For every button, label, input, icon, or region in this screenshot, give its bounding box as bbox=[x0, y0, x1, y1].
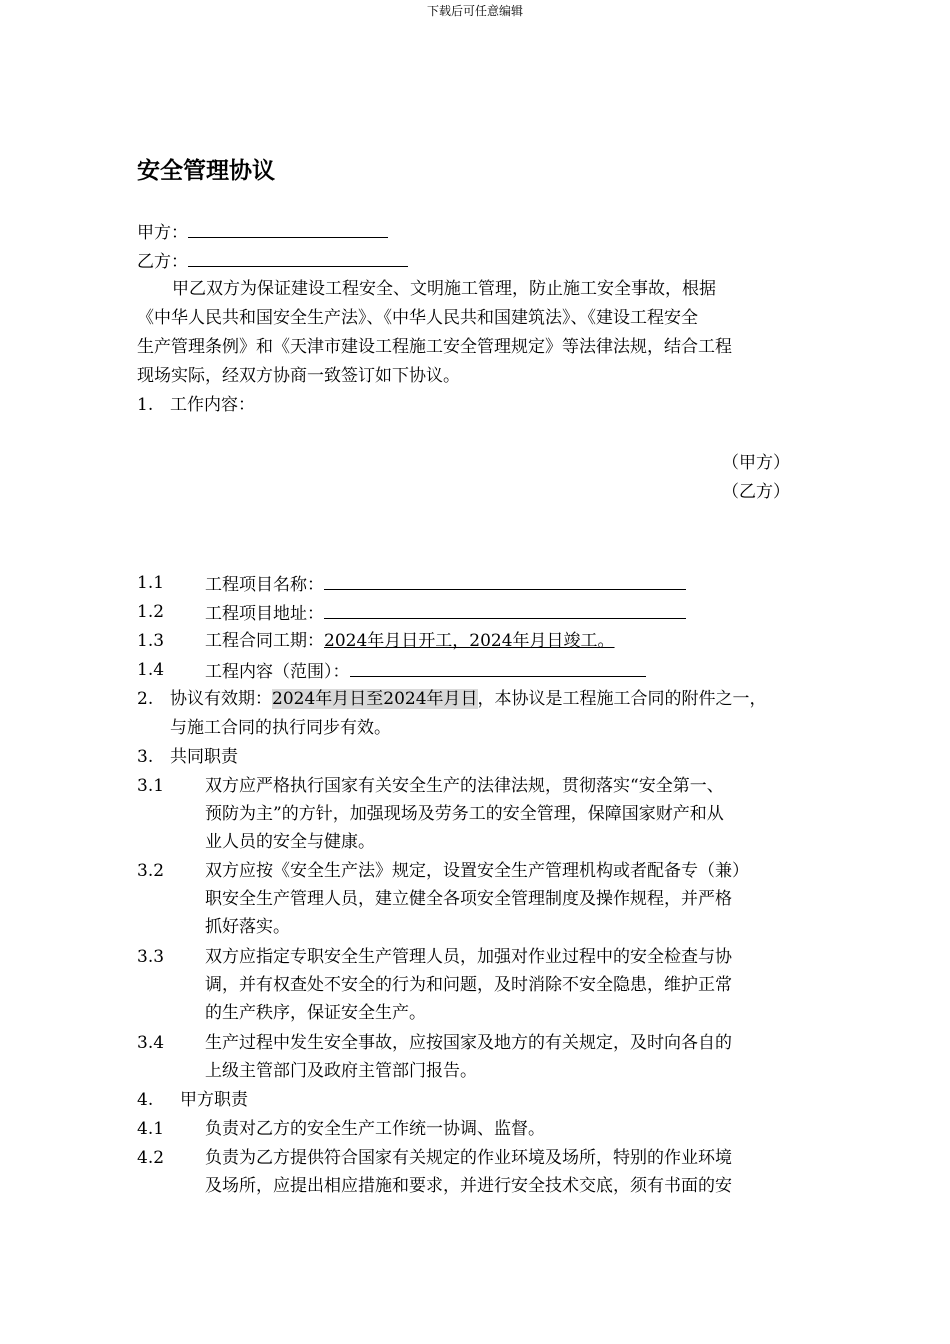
section-3-2-line-3: 抓好落实。 bbox=[205, 917, 290, 937]
intro-line-4: 现场实际，经双方协商一致签订如下协议。 bbox=[137, 366, 460, 386]
section-4-2-line-2: 及场所，应提出相应措施和要求，并进行安全技术交底，须有书面的安 bbox=[205, 1176, 732, 1196]
party-a-line bbox=[137, 219, 388, 245]
project-name-label: 工程项目名称： bbox=[205, 575, 324, 595]
section-3-2-num: 3.2 bbox=[137, 861, 165, 881]
section-4-num: 4. bbox=[137, 1090, 154, 1110]
section-1-3-num: 1.3 bbox=[137, 631, 165, 651]
intro-line-3: 生产管理条例》和《天津市建设工程施工安全管理规定》等法律法规，结合工程 bbox=[137, 337, 732, 357]
side-party-a: （甲方） bbox=[722, 453, 790, 473]
section-2-num: 2. bbox=[137, 689, 154, 709]
party-a-blank bbox=[188, 219, 388, 238]
contract-period-label: 工程合同工期： bbox=[205, 631, 324, 651]
side-party-b: （乙方） bbox=[722, 482, 790, 502]
project-name-blank bbox=[324, 571, 686, 590]
section-1-1-line bbox=[205, 571, 686, 597]
section-3-3-num: 3.3 bbox=[137, 947, 165, 967]
section-4-1-line-1: 负责对乙方的安全生产工作统一协调、监督。 bbox=[205, 1119, 545, 1139]
section-1-num: 1. bbox=[137, 395, 154, 415]
section-3-1-line-2: 预防为主”的方针，加强现场及劳务工的安全管理，保障国家财产和从 bbox=[205, 804, 724, 824]
section-3-title: 共同职责 bbox=[170, 747, 238, 767]
project-address-blank bbox=[324, 600, 686, 619]
section-1-1-num: 1.1 bbox=[137, 573, 165, 593]
section-3-1-line-3: 业人员的安全与健康。 bbox=[205, 832, 375, 852]
project-address-label: 工程项目地址： bbox=[205, 604, 324, 624]
page-header: 下载后可任意编辑 bbox=[426, 4, 523, 18]
work-scope-blank bbox=[350, 658, 646, 677]
section-1-2-line bbox=[205, 600, 686, 626]
party-b-line bbox=[137, 248, 408, 274]
section-3-4-num: 3.4 bbox=[137, 1033, 165, 1053]
validity-label: 协议有效期： bbox=[170, 689, 272, 709]
section-2-line-1 bbox=[170, 687, 767, 711]
section-4-1-num: 4.1 bbox=[137, 1119, 165, 1139]
section-2-line-2: 与施工合同的执行同步有效。 bbox=[170, 718, 391, 738]
section-3-2-line-2: 职安全生产管理人员，建立健全各项安全管理制度及操作规程，并严格 bbox=[205, 889, 732, 909]
party-b-blank bbox=[188, 248, 408, 267]
work-scope-label: 工程内容（范围）： bbox=[205, 662, 350, 682]
section-3-1-num: 3.1 bbox=[137, 776, 165, 796]
document-title: 安全管理协议 bbox=[137, 158, 275, 184]
section-3-num: 3. bbox=[137, 747, 154, 767]
section-3-1-line-1: 双方应严格执行国家有关安全生产的法律法规，贯彻落实“安全第一、 bbox=[205, 776, 724, 796]
section-4-2-num: 4.2 bbox=[137, 1148, 165, 1168]
intro-line-1: 甲乙双方为保证建设工程安全、文明施工管理，防止施工安全事故，根据 bbox=[172, 279, 716, 299]
section-3-3-line-2: 调，并有权查处不安全的行为和问题，及时消除不安全隐患，维护正常 bbox=[205, 975, 732, 995]
validity-rest: ，本协议是工程施工合同的附件之一， bbox=[477, 689, 767, 709]
section-1-3-line bbox=[205, 629, 615, 653]
section-1-4-num: 1.4 bbox=[137, 660, 165, 680]
party-b-label: 乙方： bbox=[137, 252, 188, 272]
section-3-3-line-3: 的生产秩序，保证安全生产。 bbox=[205, 1003, 426, 1023]
section-3-4-line-2: 上级主管部门及政府主管部门报告。 bbox=[205, 1061, 477, 1081]
section-3-2-line-1: 双方应按《安全生产法》规定，设置安全生产管理机构或者配备专（兼） bbox=[205, 861, 749, 881]
contract-period-value: 2024年月日开工，2024年月日竣工。 bbox=[324, 631, 615, 651]
section-4-title: 甲方职责 bbox=[180, 1090, 248, 1110]
party-a-label: 甲方： bbox=[137, 223, 188, 243]
section-1-title: 工作内容： bbox=[170, 395, 255, 415]
section-1-2-num: 1.2 bbox=[137, 602, 165, 622]
intro-line-2: 《中华人民共和国安全生产法》、《中华人民共和国建筑法》、《建设工程安全 bbox=[137, 308, 698, 328]
section-3-3-line-1: 双方应指定专职安全生产管理人员，加强对作业过程中的安全检查与协 bbox=[205, 947, 732, 967]
validity-period: 2024年月日至2024年月日 bbox=[272, 689, 478, 709]
section-3-4-line-1: 生产过程中发生安全事故，应按国家及地方的有关规定，及时向各自的 bbox=[205, 1033, 732, 1053]
section-1-4-line bbox=[205, 658, 646, 684]
section-4-2-line-1: 负责为乙方提供符合国家有关规定的作业环境及场所，特别的作业环境 bbox=[205, 1148, 732, 1168]
